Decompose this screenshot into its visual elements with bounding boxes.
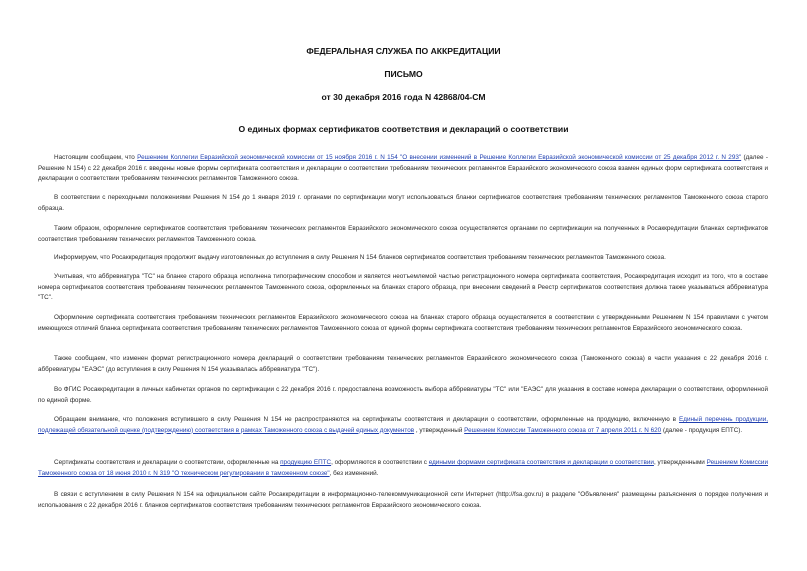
paragraph-text: (далее - продукция ЕПТС). [661, 426, 743, 434]
paragraph-text: , утвержденными [653, 459, 707, 466]
paragraph-text: , без изменений. [329, 469, 379, 477]
paragraph-text: Учитывая, что аббревиатура "ТС" на бланке старого образца исполнена типографическим способом и является неотъемлемой частью регистрационного номера сертификата соответствия, Росаккредитация исходит из того, что в составе номера сертификатов соответствия требованиям технических регламентов Таможенного союза, оформленных на бланках старого образца, при внесении сведений в Реестр сертификатов соответствия должна также указываться аббревиатура "ТС". [38, 273, 768, 302]
paragraph-7 [38, 354, 768, 375]
paragraph-text: Таким образом, оформление сертификатов соответствия требованиям технических регламентов Евразийского экономического союза осуществляется органами по сертификации на полученных в Росаккредитации бланках сертификатов соответствия требованиям технических регламентов Таможенного союза. [38, 225, 768, 243]
paragraph-text: В связи с вступлением в силу Решения N 154 на официальном сайте Росаккредитации в информационно-телекоммуникационной сети Интернет (http://fsa.gov.ru) в разделе "Объявления" размещены разъяснения о порядке получения и использования с 22 декабря 2016 г. бланков сертификатов соответствия требованиям технических регламентов Евразийского экономического союза. [38, 491, 768, 509]
paragraph-text: , оформляются в соответствии с [331, 459, 429, 466]
paragraph-9 [38, 415, 768, 436]
paragraph-1 [38, 153, 768, 185]
document-subject: О единых формах сертификатов соответствия и деклараций о соответствии [238, 124, 569, 134]
paragraph-text: , утвержденный [414, 426, 465, 434]
paragraph-2 [38, 193, 768, 214]
decision-154-link[interactable]: Решением Коллегии Евразийской экономической комиссии от 15 ноября 2016 г. N 154 "О внесении изменений в Решение Коллегии Евразийской экономической комиссии от 25 декабря 2012 г. N 293" [137, 154, 742, 161]
unified-forms-link[interactable]: едиными формами сертификата соответствия и декларации о соответствии [428, 459, 654, 466]
paragraph-text: Также сообщаем, что изменен формат регистрационного номера деклараций о соответствии требованиям технических регламентов Евразийского экономического союза (Таможенного союза) в части указания с 22 декабря 2016 г. аббревиатуры "ЕАЭС" (до вступления в силу Решения N 154 указывалась аббревиатура "ТС"). [38, 355, 768, 373]
paragraph-5 [38, 272, 768, 304]
eptc-products-link[interactable]: продукцию ЕПТС [280, 459, 332, 466]
decision-620-link[interactable]: Решением Комиссии Таможенного союза от 7 апреля 2011 г. N 620 [464, 426, 662, 434]
paragraph-11 [38, 490, 768, 511]
paragraph-text: (далее - Решение N 154) с 22 декабря 2016 г. введены новые формы сертификата соответствия и декларации о соответствии требованиям технических регламентов Евразийского экономического союза взамен единых форм сертификата соответствия и декларации о соответствии требованиям технических регламентов Таможенного союза. [38, 154, 768, 183]
paragraph-text: Обращаем внимание, что положения вступившего в силу Решения N 154 не распространяются на сертификаты соответствия и декларации о соответствии, оформленные на продукцию, включенную в [54, 416, 680, 423]
document-type: ПИСЬМО [384, 69, 423, 79]
agency-heading: ФЕДЕРАЛЬНАЯ СЛУЖБА ПО АККРЕДИТАЦИИ [306, 46, 501, 56]
paragraph-text: Сертификаты соответствия и декларации о соответствии, оформленные на [54, 459, 281, 466]
paragraph-4 [38, 253, 768, 264]
paragraph-10 [38, 458, 768, 479]
eptc-list-link[interactable]: Единый перечень продукции, подлежащей обязательной оценке (подтверждению) соответствия в рамках Таможенного союза с выдачей единых документов [38, 416, 768, 434]
paragraph-6 [38, 313, 768, 334]
paragraph-text: Информируем, что Росаккредитация продолжит выдачу изготовленных до вступления в силу Решения N 154 бланков сертификатов соответствия требованиям технических регламентов Таможенного союза. [54, 254, 666, 261]
document-date-number: от 30 декабря 2016 года N 42868/04-СМ [321, 92, 486, 102]
paragraph-text: Настоящим сообщаем, что [54, 154, 138, 161]
paragraph-text: Во ФГИС Росаккредитации в личных кабинетах органов по сертификации с 22 декабря 2016 г. предоставлена возможность выбора аббревиатуры "ТС" или "ЕАЭС" для указания в составе номера декларации о соответствии, оформленной по единой форме. [38, 386, 768, 404]
paragraph-text: Оформление сертификата соответствия требованиям технических регламентов Евразийского экономического союза на бланках старого образца осуществляется в соответствии с утвержденными Решением N 154 правилами с учетом имеющихся отличий бланка сертификата соответствия требованиям технических регламентов Таможенного союза от единой формы сертификата соответствия требованиям технических регламентов Евразийского экономического союза. [38, 314, 768, 332]
paragraph-text: В соответствии с переходными положениями Решения N 154 до 1 января 2019 г. органами по сертификации могут использоваться бланки сертификатов соответствия требованиям технических регламентов Таможенного союза старого образца. [38, 194, 768, 212]
paragraph-8 [38, 385, 768, 406]
decision-319-link[interactable]: Решением Комиссии Таможенного союза от 18 июня 2010 г. N 319 "О техническом регулировании в таможенном союзе" [38, 459, 769, 477]
paragraph-3 [38, 224, 768, 245]
